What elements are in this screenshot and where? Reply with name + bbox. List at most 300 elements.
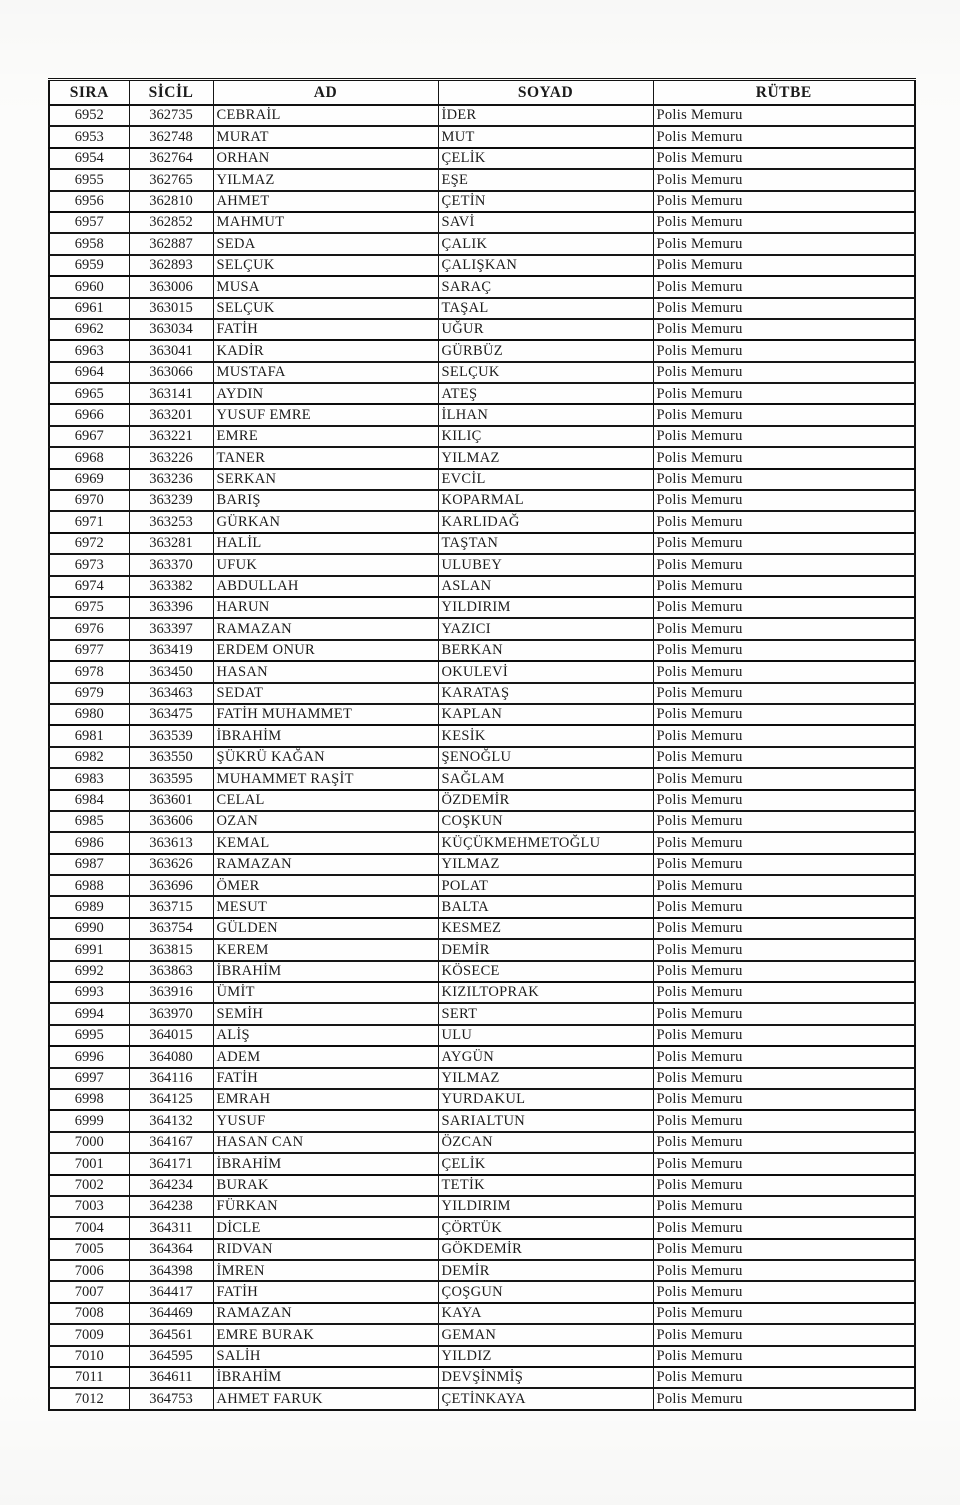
cell-rutbe: Polis Memuru <box>653 148 915 169</box>
cell-ad: MAHMUT <box>213 212 438 233</box>
cell-ad: MUSTAFA <box>213 362 438 383</box>
cell-soyad: GEMAN <box>438 1324 653 1345</box>
cell-rutbe: Polis Memuru <box>653 511 915 532</box>
cell-soyad: TAŞTAN <box>438 533 653 554</box>
table-row <box>49 1324 915 1345</box>
cell-sira: 6996 <box>49 1046 129 1067</box>
table-row <box>49 469 915 490</box>
cell-sicil: 364167 <box>129 1132 213 1153</box>
table-row <box>49 148 915 169</box>
cell-ad: FÜRKAN <box>213 1196 438 1217</box>
table-row <box>49 854 915 875</box>
cell-rutbe: Polis Memuru <box>653 597 915 618</box>
cell-sira: 6986 <box>49 832 129 853</box>
cell-rutbe: Polis Memuru <box>653 1239 915 1260</box>
cell-sira: 6985 <box>49 811 129 832</box>
cell-rutbe: Polis Memuru <box>653 768 915 789</box>
cell-sicil: 363715 <box>129 896 213 917</box>
table-row <box>49 725 915 746</box>
cell-sicil: 363550 <box>129 747 213 768</box>
cell-sira: 6959 <box>49 255 129 276</box>
cell-soyad: ÇALIŞKAN <box>438 255 653 276</box>
cell-sicil: 363141 <box>129 383 213 404</box>
table-row <box>49 811 915 832</box>
table-row <box>49 1025 915 1046</box>
cell-sicil: 364364 <box>129 1239 213 1260</box>
cell-soyad: ŞENOĞLU <box>438 747 653 768</box>
cell-ad: SEDA <box>213 233 438 254</box>
cell-ad: SERKAN <box>213 469 438 490</box>
table-row <box>49 1281 915 1302</box>
table-body <box>49 105 915 1410</box>
cell-sicil: 363754 <box>129 918 213 939</box>
cell-ad: İBRAHİM <box>213 961 438 982</box>
cell-ad: AYDIN <box>213 383 438 404</box>
table-row <box>49 704 915 725</box>
cell-rutbe: Polis Memuru <box>653 661 915 682</box>
cell-sicil: 363370 <box>129 554 213 575</box>
cell-rutbe: Polis Memuru <box>653 1346 915 1367</box>
table-row <box>49 1089 915 1110</box>
cell-soyad: KARATAŞ <box>438 683 653 704</box>
cell-sira: 7011 <box>49 1367 129 1388</box>
cell-rutbe: Polis Memuru <box>653 725 915 746</box>
cell-rutbe: Polis Memuru <box>653 383 915 404</box>
cell-sicil: 363066 <box>129 362 213 383</box>
cell-rutbe: Polis Memuru <box>653 1367 915 1388</box>
cell-ad: DİCLE <box>213 1217 438 1238</box>
cell-ad: AHMET FARUK <box>213 1388 438 1409</box>
cell-rutbe: Polis Memuru <box>653 490 915 511</box>
cell-soyad: ÖZCAN <box>438 1132 653 1153</box>
cell-ad: SALİH <box>213 1346 438 1367</box>
cell-rutbe: Polis Memuru <box>653 1110 915 1131</box>
table-row <box>49 383 915 404</box>
cell-soyad: TETİK <box>438 1175 653 1196</box>
table-row <box>49 1153 915 1174</box>
table-row <box>49 191 915 212</box>
cell-sicil: 363595 <box>129 768 213 789</box>
cell-rutbe: Polis Memuru <box>653 233 915 254</box>
cell-ad: İBRAHİM <box>213 1367 438 1388</box>
cell-sicil: 364125 <box>129 1089 213 1110</box>
cell-sicil: 362764 <box>129 148 213 169</box>
column-header-soyad: SOYAD <box>438 80 653 106</box>
cell-soyad: YILMAZ <box>438 854 653 875</box>
cell-soyad: KESİK <box>438 725 653 746</box>
table-row <box>49 1217 915 1238</box>
cell-rutbe: Polis Memuru <box>653 276 915 297</box>
cell-sicil: 362893 <box>129 255 213 276</box>
cell-sira: 6954 <box>49 148 129 169</box>
cell-sira: 6978 <box>49 661 129 682</box>
cell-sira: 6966 <box>49 404 129 425</box>
cell-soyad: SAVİ <box>438 212 653 233</box>
cell-ad: İBRAHİM <box>213 1153 438 1174</box>
cell-sicil: 363253 <box>129 511 213 532</box>
cell-sicil: 363382 <box>129 576 213 597</box>
cell-rutbe: Polis Memuru <box>653 1175 915 1196</box>
cell-sira: 6979 <box>49 683 129 704</box>
cell-sira: 6980 <box>49 704 129 725</box>
cell-sira: 7000 <box>49 1132 129 1153</box>
cell-rutbe: Polis Memuru <box>653 704 915 725</box>
table-row <box>49 982 915 1003</box>
cell-sira: 6988 <box>49 875 129 896</box>
table-row <box>49 1132 915 1153</box>
cell-soyad: YURDAKUL <box>438 1089 653 1110</box>
cell-sicil: 362748 <box>129 126 213 147</box>
cell-ad: RAMAZAN <box>213 618 438 639</box>
cell-soyad: DEMİR <box>438 939 653 960</box>
cell-rutbe: Polis Memuru <box>653 576 915 597</box>
cell-sira: 6970 <box>49 490 129 511</box>
cell-soyad: EŞE <box>438 169 653 190</box>
cell-ad: ABDULLAH <box>213 576 438 597</box>
column-header-sira: SIRA <box>49 80 129 106</box>
cell-ad: FATİH MUHAMMET <box>213 704 438 725</box>
cell-sira: 7012 <box>49 1388 129 1409</box>
table-row <box>49 961 915 982</box>
cell-sira: 7002 <box>49 1175 129 1196</box>
cell-rutbe: Polis Memuru <box>653 362 915 383</box>
cell-sicil: 362765 <box>129 169 213 190</box>
cell-ad: CELAL <box>213 790 438 811</box>
table-row <box>49 640 915 661</box>
cell-rutbe: Polis Memuru <box>653 1324 915 1345</box>
cell-rutbe: Polis Memuru <box>653 1388 915 1409</box>
cell-sicil: 363006 <box>129 276 213 297</box>
cell-sira: 6965 <box>49 383 129 404</box>
cell-sicil: 364171 <box>129 1153 213 1174</box>
cell-soyad: GÜRBÜZ <box>438 340 653 361</box>
cell-sira: 6983 <box>49 768 129 789</box>
table-row <box>49 255 915 276</box>
cell-sira: 6990 <box>49 918 129 939</box>
cell-sira: 6999 <box>49 1110 129 1131</box>
cell-sira: 6953 <box>49 126 129 147</box>
cell-rutbe: Polis Memuru <box>653 1025 915 1046</box>
cell-soyad: MUT <box>438 126 653 147</box>
cell-rutbe: Polis Memuru <box>653 832 915 853</box>
cell-soyad: ATEŞ <box>438 383 653 404</box>
table-row <box>49 511 915 532</box>
cell-ad: FATİH <box>213 1281 438 1302</box>
cell-rutbe: Polis Memuru <box>653 298 915 319</box>
cell-sicil: 363916 <box>129 982 213 1003</box>
cell-sicil: 363606 <box>129 811 213 832</box>
cell-sira: 6964 <box>49 362 129 383</box>
cell-sira: 6956 <box>49 191 129 212</box>
cell-soyad: YILDIRIM <box>438 597 653 618</box>
cell-soyad: YILMAZ <box>438 1068 653 1089</box>
cell-ad: ERDEM ONUR <box>213 640 438 661</box>
cell-ad: AHMET <box>213 191 438 212</box>
cell-sira: 6995 <box>49 1025 129 1046</box>
table-row <box>49 597 915 618</box>
table-row <box>49 276 915 297</box>
cell-soyad: SARIALTUN <box>438 1110 653 1131</box>
cell-sicil: 363236 <box>129 469 213 490</box>
cell-rutbe: Polis Memuru <box>653 1217 915 1238</box>
table-row <box>49 319 915 340</box>
cell-sicil: 363463 <box>129 683 213 704</box>
cell-sicil: 363626 <box>129 854 213 875</box>
column-header-ad: AD <box>213 80 438 106</box>
cell-soyad: ÇELİK <box>438 1153 653 1174</box>
cell-sira: 6960 <box>49 276 129 297</box>
cell-ad: RAMAZAN <box>213 1303 438 1324</box>
cell-rutbe: Polis Memuru <box>653 747 915 768</box>
cell-soyad: ÇELİK <box>438 148 653 169</box>
cell-ad: MUSA <box>213 276 438 297</box>
cell-sicil: 363201 <box>129 404 213 425</box>
cell-rutbe: Polis Memuru <box>653 961 915 982</box>
cell-soyad: KARLIDAĞ <box>438 511 653 532</box>
cell-soyad: KAYA <box>438 1303 653 1324</box>
cell-soyad: YILDIZ <box>438 1346 653 1367</box>
table-row <box>49 576 915 597</box>
cell-sira: 6998 <box>49 1089 129 1110</box>
cell-sira: 6963 <box>49 340 129 361</box>
cell-ad: EMRE BURAK <box>213 1324 438 1345</box>
table-row <box>49 875 915 896</box>
cell-rutbe: Polis Memuru <box>653 1153 915 1174</box>
cell-rutbe: Polis Memuru <box>653 126 915 147</box>
cell-sicil: 363970 <box>129 1003 213 1024</box>
cell-sira: 6994 <box>49 1003 129 1024</box>
cell-ad: MESUT <box>213 896 438 917</box>
cell-sicil: 363041 <box>129 340 213 361</box>
cell-sira: 6973 <box>49 554 129 575</box>
cell-sicil: 362810 <box>129 191 213 212</box>
cell-soyad: YILMAZ <box>438 447 653 468</box>
cell-rutbe: Polis Memuru <box>653 1260 915 1281</box>
cell-sira: 6993 <box>49 982 129 1003</box>
table-row <box>49 105 915 126</box>
cell-ad: KEMAL <box>213 832 438 853</box>
table-row <box>49 447 915 468</box>
cell-soyad: SERT <box>438 1003 653 1024</box>
cell-rutbe: Polis Memuru <box>653 640 915 661</box>
cell-sira: 6972 <box>49 533 129 554</box>
cell-sicil: 363696 <box>129 875 213 896</box>
cell-sicil: 364132 <box>129 1110 213 1131</box>
cell-soyad: POLAT <box>438 875 653 896</box>
cell-rutbe: Polis Memuru <box>653 447 915 468</box>
cell-ad: YUSUF EMRE <box>213 404 438 425</box>
cell-sira: 7004 <box>49 1217 129 1238</box>
cell-sira: 6967 <box>49 426 129 447</box>
cell-rutbe: Polis Memuru <box>653 169 915 190</box>
table-row <box>49 1046 915 1067</box>
cell-sira: 6981 <box>49 725 129 746</box>
cell-sicil: 363281 <box>129 533 213 554</box>
cell-soyad: KAPLAN <box>438 704 653 725</box>
cell-sicil: 364469 <box>129 1303 213 1324</box>
cell-sicil: 362735 <box>129 105 213 126</box>
table-row <box>49 896 915 917</box>
cell-soyad: DEVŞİNMİŞ <box>438 1367 653 1388</box>
cell-sira: 6969 <box>49 469 129 490</box>
table-row <box>49 1346 915 1367</box>
cell-ad: SEMİH <box>213 1003 438 1024</box>
cell-soyad: İDER <box>438 105 653 126</box>
cell-rutbe: Polis Memuru <box>653 1196 915 1217</box>
table-row <box>49 1003 915 1024</box>
cell-sicil: 363239 <box>129 490 213 511</box>
cell-ad: YUSUF <box>213 1110 438 1131</box>
cell-rutbe: Polis Memuru <box>653 683 915 704</box>
cell-sira: 6997 <box>49 1068 129 1089</box>
cell-sira: 6975 <box>49 597 129 618</box>
cell-rutbe: Polis Memuru <box>653 340 915 361</box>
cell-ad: YILMAZ <box>213 169 438 190</box>
cell-sicil: 364238 <box>129 1196 213 1217</box>
cell-soyad: SARAÇ <box>438 276 653 297</box>
cell-ad: CEBRAİL <box>213 105 438 126</box>
cell-sicil: 364015 <box>129 1025 213 1046</box>
cell-ad: SEDAT <box>213 683 438 704</box>
table-row <box>49 404 915 425</box>
table-row <box>49 683 915 704</box>
cell-sira: 6984 <box>49 790 129 811</box>
cell-soyad: KÜÇÜKMEHMETOĞLU <box>438 832 653 853</box>
cell-soyad: ULUBEY <box>438 554 653 575</box>
table-row <box>49 233 915 254</box>
cell-soyad: AYGÜN <box>438 1046 653 1067</box>
table-row <box>49 1239 915 1260</box>
cell-soyad: GÖKDEMİR <box>438 1239 653 1260</box>
cell-ad: ÜMİT <box>213 982 438 1003</box>
cell-sicil: 362852 <box>129 212 213 233</box>
cell-soyad: TAŞAL <box>438 298 653 319</box>
cell-soyad: ÇALIK <box>438 233 653 254</box>
cell-rutbe: Polis Memuru <box>653 191 915 212</box>
cell-rutbe: Polis Memuru <box>653 982 915 1003</box>
table-row <box>49 490 915 511</box>
cell-soyad: ÖZDEMİR <box>438 790 653 811</box>
cell-rutbe: Polis Memuru <box>653 1003 915 1024</box>
cell-rutbe: Polis Memuru <box>653 939 915 960</box>
table-row <box>49 1196 915 1217</box>
cell-rutbe: Polis Memuru <box>653 811 915 832</box>
table-row <box>49 212 915 233</box>
cell-sira: 7005 <box>49 1239 129 1260</box>
cell-sira: 6991 <box>49 939 129 960</box>
cell-rutbe: Polis Memuru <box>653 533 915 554</box>
cell-soyad: EVCİL <box>438 469 653 490</box>
cell-ad: ADEM <box>213 1046 438 1067</box>
cell-sira: 6976 <box>49 618 129 639</box>
cell-sira: 6989 <box>49 896 129 917</box>
table-row <box>49 939 915 960</box>
cell-sicil: 364311 <box>129 1217 213 1238</box>
table-row <box>49 832 915 853</box>
column-header-sicil: SİCİL <box>129 80 213 106</box>
cell-sicil: 363613 <box>129 832 213 853</box>
cell-sicil: 364417 <box>129 1281 213 1302</box>
cell-sicil: 364116 <box>129 1068 213 1089</box>
cell-sira: 7010 <box>49 1346 129 1367</box>
cell-soyad: ÇETİN <box>438 191 653 212</box>
cell-rutbe: Polis Memuru <box>653 212 915 233</box>
cell-rutbe: Polis Memuru <box>653 105 915 126</box>
cell-sicil: 363226 <box>129 447 213 468</box>
cell-ad: OZAN <box>213 811 438 832</box>
table-row <box>49 533 915 554</box>
cell-sicil: 363863 <box>129 961 213 982</box>
cell-sicil: 363221 <box>129 426 213 447</box>
cell-sira: 7003 <box>49 1196 129 1217</box>
cell-rutbe: Polis Memuru <box>653 1281 915 1302</box>
cell-soyad: KILIÇ <box>438 426 653 447</box>
cell-ad: UFUK <box>213 554 438 575</box>
cell-rutbe: Polis Memuru <box>653 426 915 447</box>
cell-rutbe: Polis Memuru <box>653 469 915 490</box>
cell-sicil: 364753 <box>129 1388 213 1409</box>
cell-ad: TANER <box>213 447 438 468</box>
cell-sicil: 364595 <box>129 1346 213 1367</box>
cell-sira: 6968 <box>49 447 129 468</box>
cell-soyad: KIZILTOPRAK <box>438 982 653 1003</box>
cell-ad: MURAT <box>213 126 438 147</box>
cell-soyad: ÇETİNKAYA <box>438 1388 653 1409</box>
cell-rutbe: Polis Memuru <box>653 1068 915 1089</box>
cell-ad: GÜRKAN <box>213 511 438 532</box>
table-row <box>49 768 915 789</box>
cell-rutbe: Polis Memuru <box>653 255 915 276</box>
cell-rutbe: Polis Memuru <box>653 1046 915 1067</box>
cell-sira: 6952 <box>49 105 129 126</box>
cell-rutbe: Polis Memuru <box>653 1303 915 1324</box>
personnel-table <box>48 78 916 1411</box>
cell-sira: 7007 <box>49 1281 129 1302</box>
cell-rutbe: Polis Memuru <box>653 918 915 939</box>
cell-sira: 6987 <box>49 854 129 875</box>
cell-soyad: COŞKUN <box>438 811 653 832</box>
cell-sira: 6974 <box>49 576 129 597</box>
cell-soyad: YILDIRIM <box>438 1196 653 1217</box>
cell-soyad: ULU <box>438 1025 653 1046</box>
cell-ad: SELÇUK <box>213 255 438 276</box>
cell-soyad: İLHAN <box>438 404 653 425</box>
table-row <box>49 554 915 575</box>
cell-sicil: 363815 <box>129 939 213 960</box>
table-row <box>49 747 915 768</box>
table-row <box>49 1175 915 1196</box>
table-row <box>49 1110 915 1131</box>
cell-sicil: 364398 <box>129 1260 213 1281</box>
cell-ad: BURAK <box>213 1175 438 1196</box>
cell-ad: KEREM <box>213 939 438 960</box>
cell-soyad: DEMİR <box>438 1260 653 1281</box>
cell-ad: EMRAH <box>213 1089 438 1110</box>
cell-sicil: 363015 <box>129 298 213 319</box>
cell-rutbe: Polis Memuru <box>653 896 915 917</box>
cell-ad: İMREN <box>213 1260 438 1281</box>
cell-sira: 6971 <box>49 511 129 532</box>
cell-sicil: 364234 <box>129 1175 213 1196</box>
cell-soyad: ASLAN <box>438 576 653 597</box>
cell-sira: 7006 <box>49 1260 129 1281</box>
cell-rutbe: Polis Memuru <box>653 875 915 896</box>
cell-rutbe: Polis Memuru <box>653 1132 915 1153</box>
cell-sira: 6977 <box>49 640 129 661</box>
cell-ad: HARUN <box>213 597 438 618</box>
header-row <box>49 80 915 106</box>
cell-ad: KADİR <box>213 340 438 361</box>
